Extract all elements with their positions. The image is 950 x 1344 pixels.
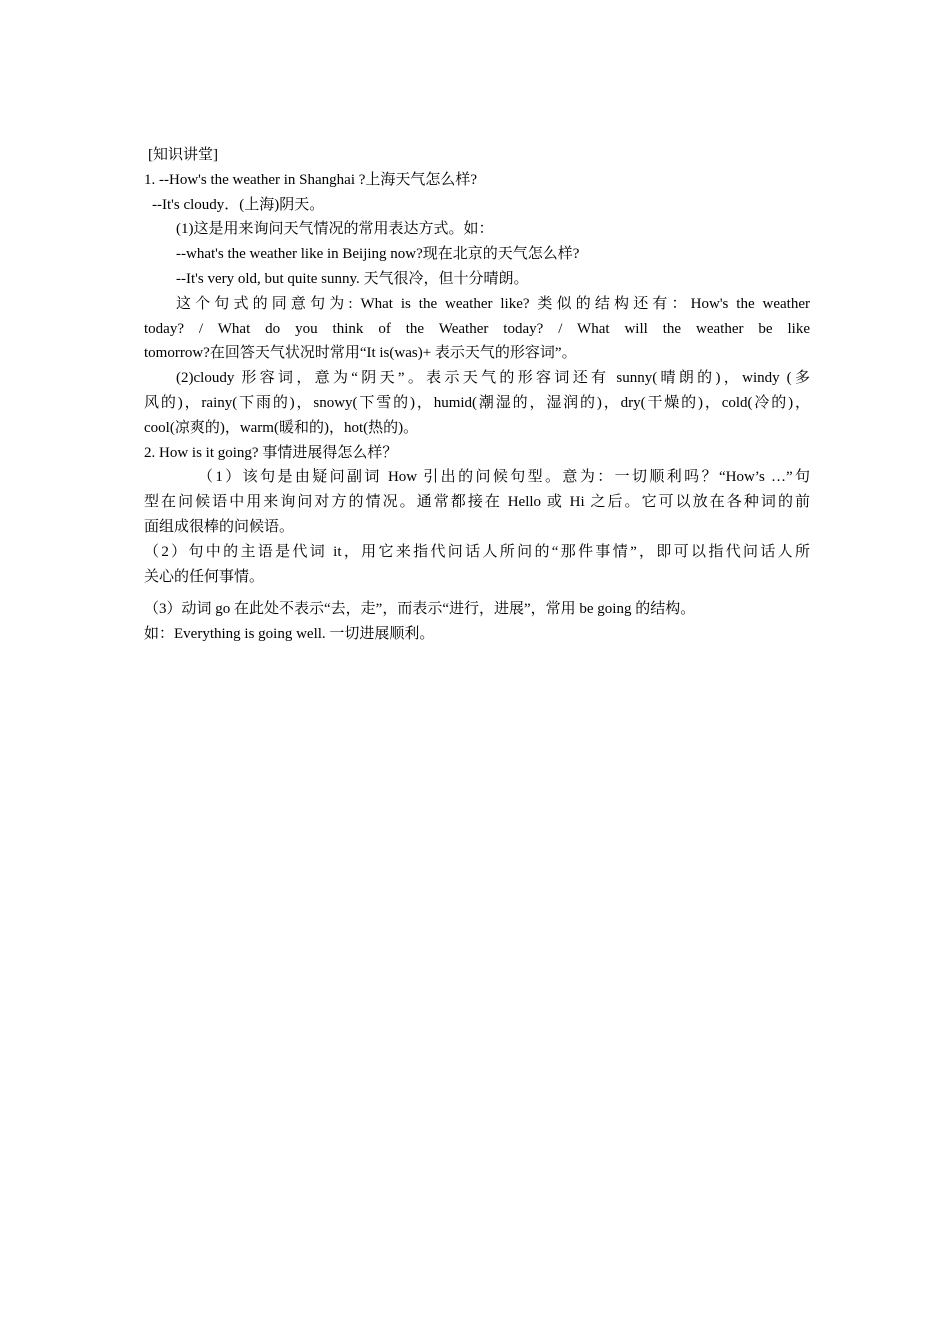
text-line: 面组成很棒的问候语。 <box>144 518 295 535</box>
text-line: 2. How is it going? 事情进展得怎么样？ <box>144 444 398 461</box>
text-line: tomorrow?在回答天气状况时常用“It is(was)+ 表示天气的形容词”。 <box>144 345 577 362</box>
text-line: 型在问候语中用来询问对方的情况。通常都接在 Hello 或 Hi 之后。它可以放在各种词的前 <box>144 494 810 511</box>
text-line: 风的)，rainy(下雨的)，snowy(下雪的)，humid(潮湿的，湿润的)，dry(干燥的)，cold(冷的)， <box>144 394 810 411</box>
text-line: today? / What do you think of the Weather today? / What will the weather be like <box>144 320 810 337</box>
text-line: 关心的任何事情。 <box>144 568 265 585</box>
text-line: 1. --How's the weather in Shanghai ?上海天气怎么样? <box>144 171 478 188</box>
text-line: （1）该句是由疑问副词 How 引出的问候句型。意为：一切顺利吗？“How’s …”句 <box>198 469 810 486</box>
text-line: (2)cloudy 形容词，意为“阴天”。表示天气的形容词还有 sunny(晴朗的)，windy (多 <box>176 370 810 387</box>
text-line: 如：Everything is going well. 一切进展顺利。 <box>144 626 435 643</box>
text-line: --It's cloudy．(上海)阴天。 <box>152 196 325 213</box>
paragraph-gap <box>144 589 810 597</box>
text-line: （2）句中的主语是代词 it，用它来指代问话人所问的“那件事情”，即可以指代问话人所 <box>144 543 810 560</box>
text-line: （3）动词 go 在此处不表示“去，走”，而表示“进行，进展”，常用 be going 的结构。 <box>144 601 696 618</box>
section-heading: [知识讲堂] <box>148 147 218 163</box>
text-line: 这个句式的同意句为: What is the weather like? 类似的结构还有：How's the weather <box>176 295 810 312</box>
text-line: cool(凉爽的)，warm(暖和的)，hot(热的)。 <box>144 419 419 436</box>
document-body <box>144 143 810 647</box>
text-line: (1)这是用来询问天气情况的常用表达方式。如： <box>176 221 494 238</box>
text-line: --what's the weather like in Beijing now?现在北京的天气怎么样? <box>176 246 580 263</box>
text-line: --It's very old, but quite sunny. 天气很冷，但十分晴朗。 <box>176 270 529 287</box>
